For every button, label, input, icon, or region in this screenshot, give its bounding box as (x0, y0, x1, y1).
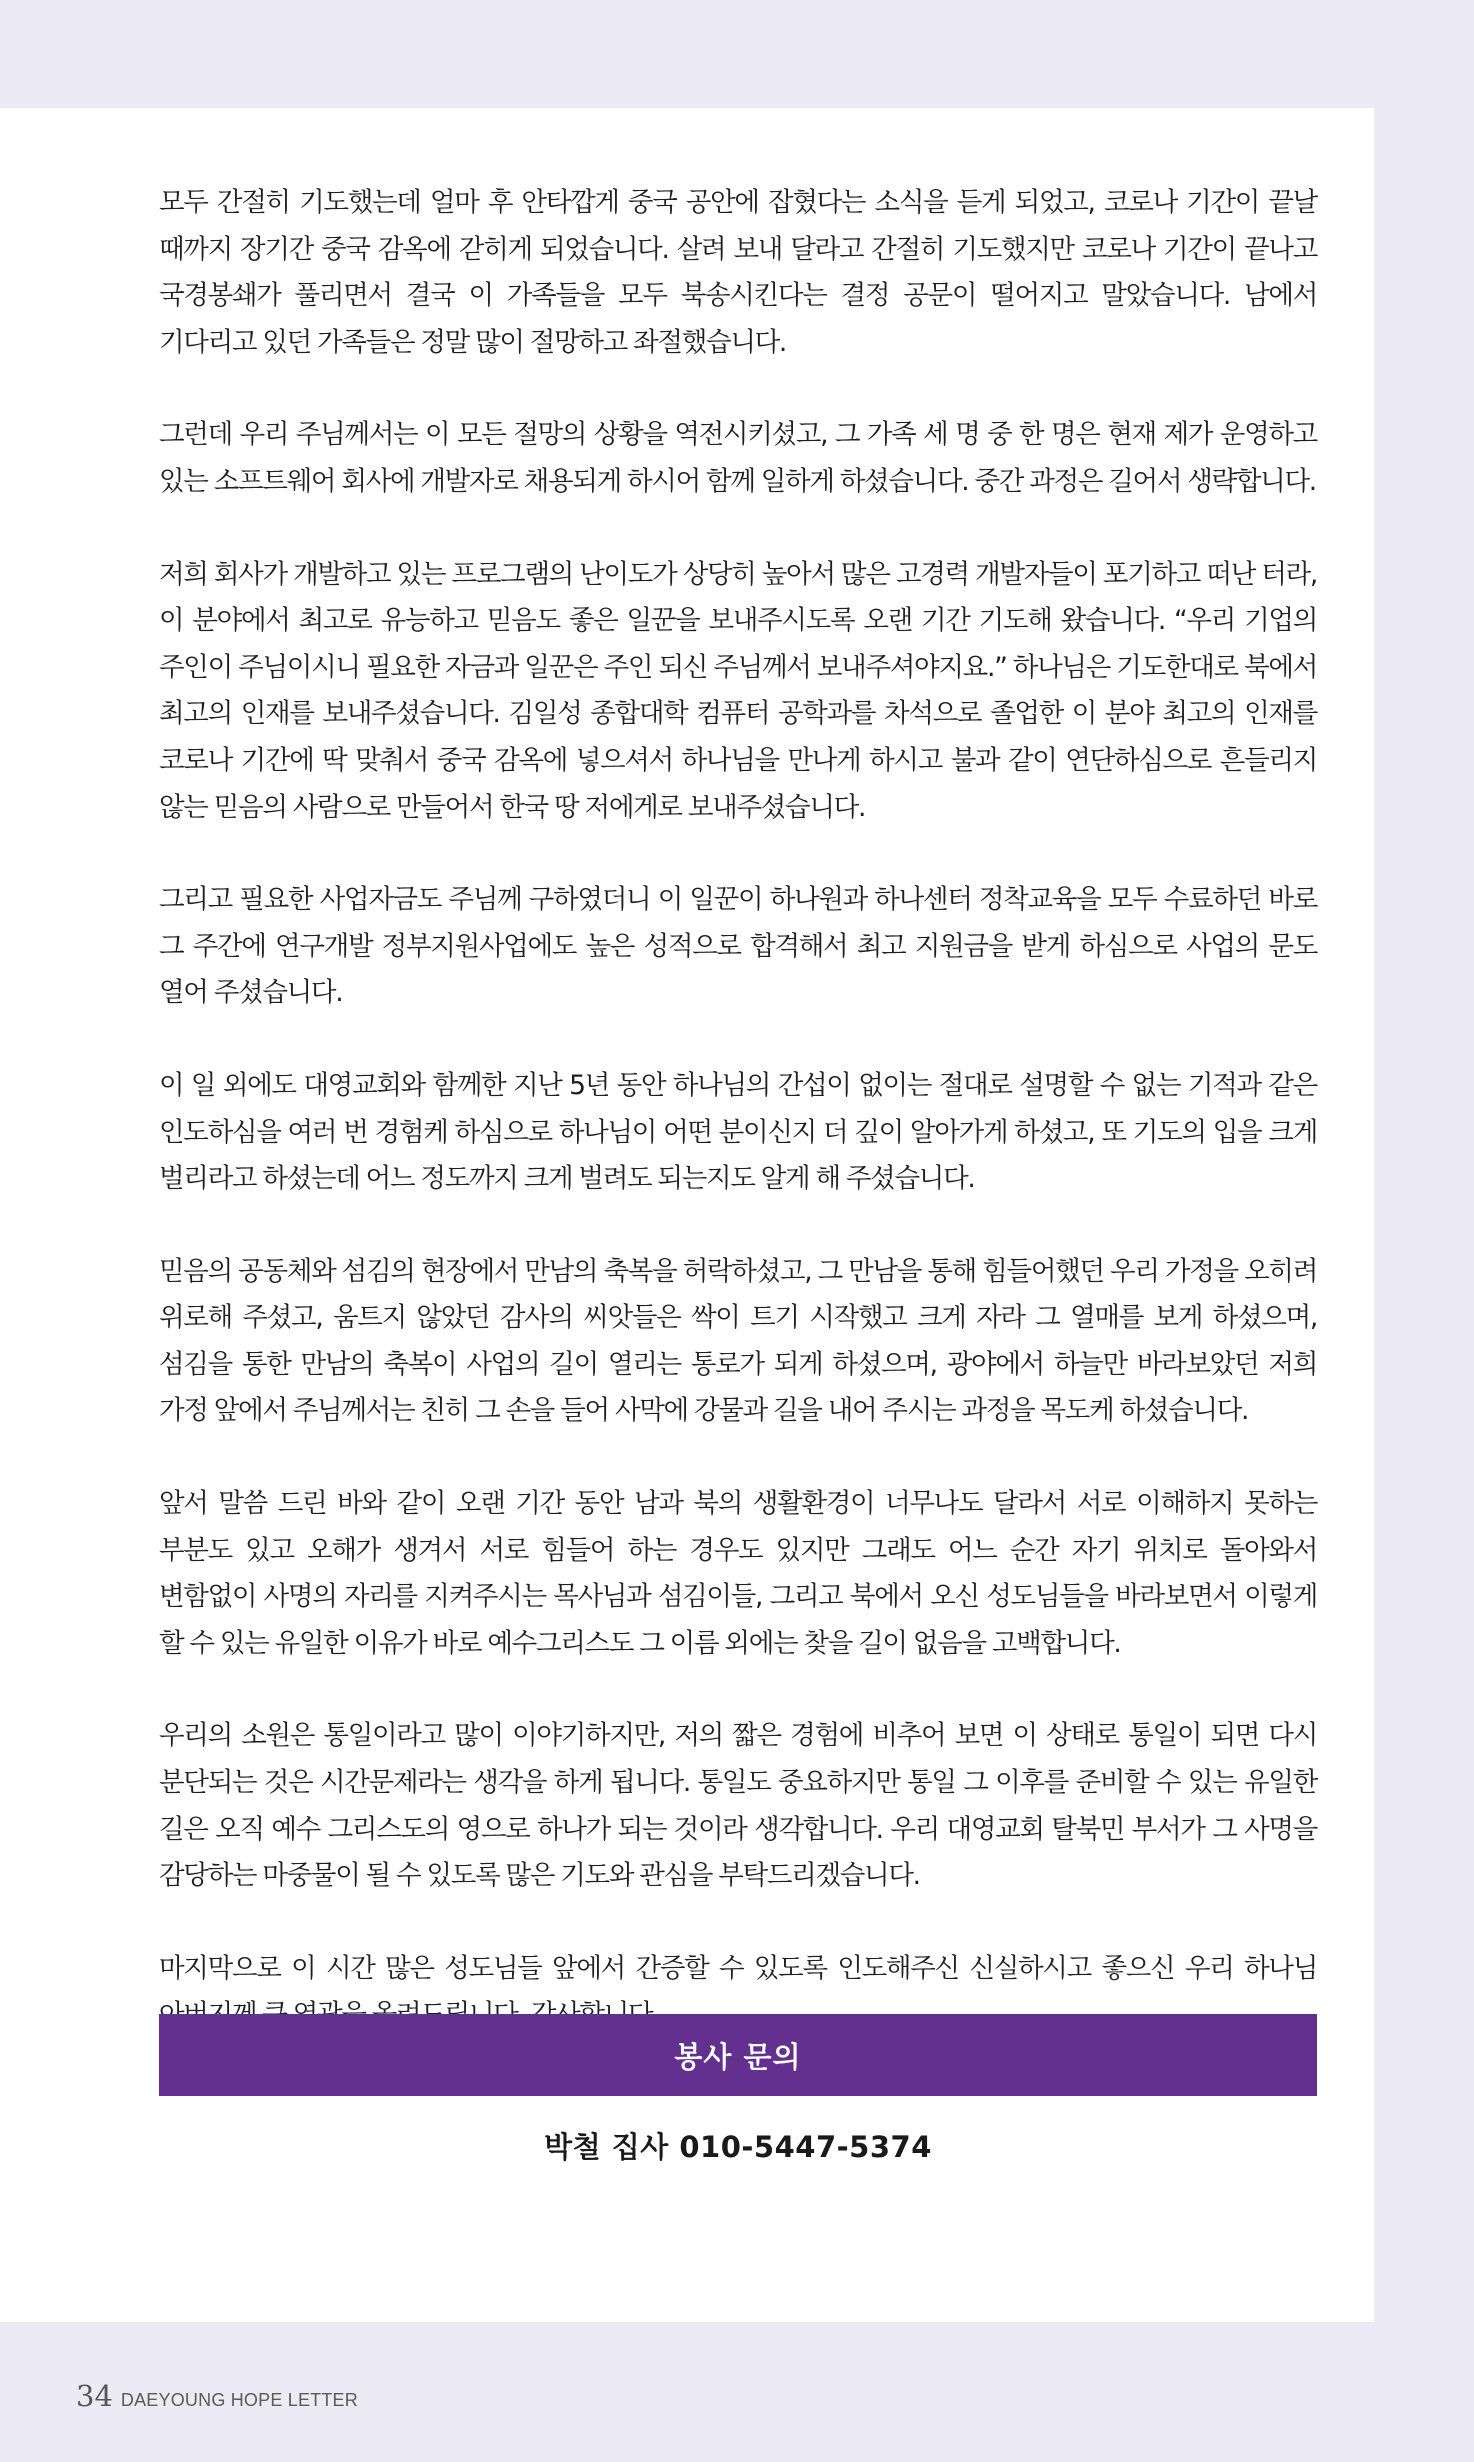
contact-info: 박철 집사 010-5447-5374 (544, 2130, 932, 2164)
paragraph-8: 우리의 소원은 통일이라고 많이 이야기하지만, 저의 짧은 경험에 비추어 보면 이 상태로 통일이 되면 다시 분단되는 것은 시간문제라는 생각을 하게 됩니다. 통일도 중요하지만 통일 그 이후를 준비할 수 있는 유일한 길은 오직 예수 그리스도의 영으로 하나가 되는 것이라 생각합니다. 우리 대영교회 탈북민 부서가 그 사명을 감당하는 마중물이 될 수 있도록 많은 기도와 관심을 부탁드리겠습니다. (159, 1720, 1317, 1892)
volunteer-inquiry-heading: 봉사 문의 (674, 2039, 802, 2074)
page-number: 34 (76, 2379, 113, 2413)
page-footer (76, 2379, 358, 2413)
paragraph-5: 이 일 외에도 대영교회와 함께한 지난 5년 동안 하나님의 간섭이 없이는 절대로 설명할 수 없는 기적과 같은 인도하심을 여러 번 경험케 하심으로 하나님이 어떤 분이신지 더 깊이 알아가게 하셨고, 또 기도의 입을 크게 벌리라고 하셨는데 어느 정도까지 크게 벌려도 되는지도 알게 해 주셨습니다. (159, 1069, 1317, 1195)
article-card (0, 108, 1374, 2322)
volunteer-inquiry-banner (159, 2014, 1317, 2096)
paragraph-4: 그리고 필요한 사업자금도 주님께 구하였더니 이 일꾼이 하나원과 하나센터 정착교육을 모두 수료하던 바로 그 주간에 연구개발 정부지원사업에도 높은 성적으로 합격해서 최고 지원금을 받게 하심으로 사업의 문도 열어 주셨습니다. (159, 884, 1317, 1009)
paragraph-2: 그런데 우리 주님께서는 이 모든 절망의 상황을 역전시키셨고, 그 가족 세 명 중 한 명은 현재 제가 운영하고 있는 소프트웨어 회사에 개발자로 채용되게 하시어 함께 일하게 하셨습니다. 중간 과정은 길어서 생략합니다. (159, 419, 1317, 497)
paragraph-1: 모두 간절히 기도했는데 얼마 후 안타깝게 중국 공안에 잡혔다는 소식을 듣게 되었고, 코로나 기간이 끝날 때까지 장기간 중국 감옥에 갇히게 되었습니다. 살려 보내 달라고 간절히 기도했지만 코로나 기간이 끝나고 국경봉쇄가 풀리면서 결국 이 가족들을 모두 북송시킨다는 결정 공문이 떨어지고 말았습니다. 남에서 기다리고 있던 가족들은 정말 많이 절망하고 좌절했습니다. (159, 187, 1317, 358)
paragraph-7: 앞서 말씀 드린 바와 같이 오랜 기간 동안 남과 북의 생활환경이 너무나도 달라서 서로 이해하지 못하는 부분도 있고 오해가 생겨서 서로 힘들어 하는 경우도 있지만 그래도 어느 순간 자기 위치로 돌아와서 변함없이 사명의 자리를 지켜주시는 목사님과 섬김이들, 그리고 북에서 오신 성도님들을 바라보면서 이렇게 할 수 있는 유일한 이유가 바로 예수그리스도 그 이름 외에는 찾을 길이 없음을 고백합니다. (159, 1488, 1317, 1659)
paragraph-6: 믿음의 공동체와 섬김의 현장에서 만남의 축복을 허락하셨고, 그 만남을 통해 힘들어했던 우리 가정을 오히려 위로해 주셨고, 움트지 않았던 감사의 씨앗들은 싹이 트기 시작했고 크게 자라 그 열매를 보게 하셨으며, 섬김을 통한 만남의 축복이 사업의 길이 열리는 통로가 되게 하셨으며, 광야에서 하늘만 바라보았던 저희 가정 앞에서 주님께서는 친히 그 손을 들어 사막에 강물과 길을 내어 주시는 과정을 목도케 하셨습니다. (159, 1255, 1317, 1427)
paragraph-3: 저희 회사가 개발하고 있는 프로그램의 난이도가 상당히 높아서 많은 고경력 개발자들이 포기하고 떠난 터라, 이 분야에서 최고로 유능하고 믿음도 좋은 일꾼을 보내주시도록 오랜 기간 기도해 왔습니다. “우리 기업의 주인이 주님이시니 필요한 자금과 일꾼은 주인 되신 주님께서 보내주셔야지요.” 하나님은 기도한대로 북에서 최고의 인재를 보내주셨습니다. 김일성 종합대학 컴퓨터 공학과를 차석으로 졸업한 이 분야 최고의 인재를 코로나 기간에 딱 맞춰서 중국 감옥에 넣으셔서 하나님을 만나게 하시고 불과 같이 연단하심으로 흔들리지 않는 믿음의 사람으로 만들어서 한국 땅 저에게로 보내주셨습니다. (159, 558, 1317, 823)
article-body (159, 180, 1317, 2085)
magazine-name: DAEYOUNG HOPE LETTER (120, 2390, 358, 2410)
paragraph-9: 마지막으로 이 시간 많은 성도님들 앞에서 간증할 수 있도록 인도해주신 신실하시고 좋으신 우리 하나님 (159, 1952, 1317, 1984)
